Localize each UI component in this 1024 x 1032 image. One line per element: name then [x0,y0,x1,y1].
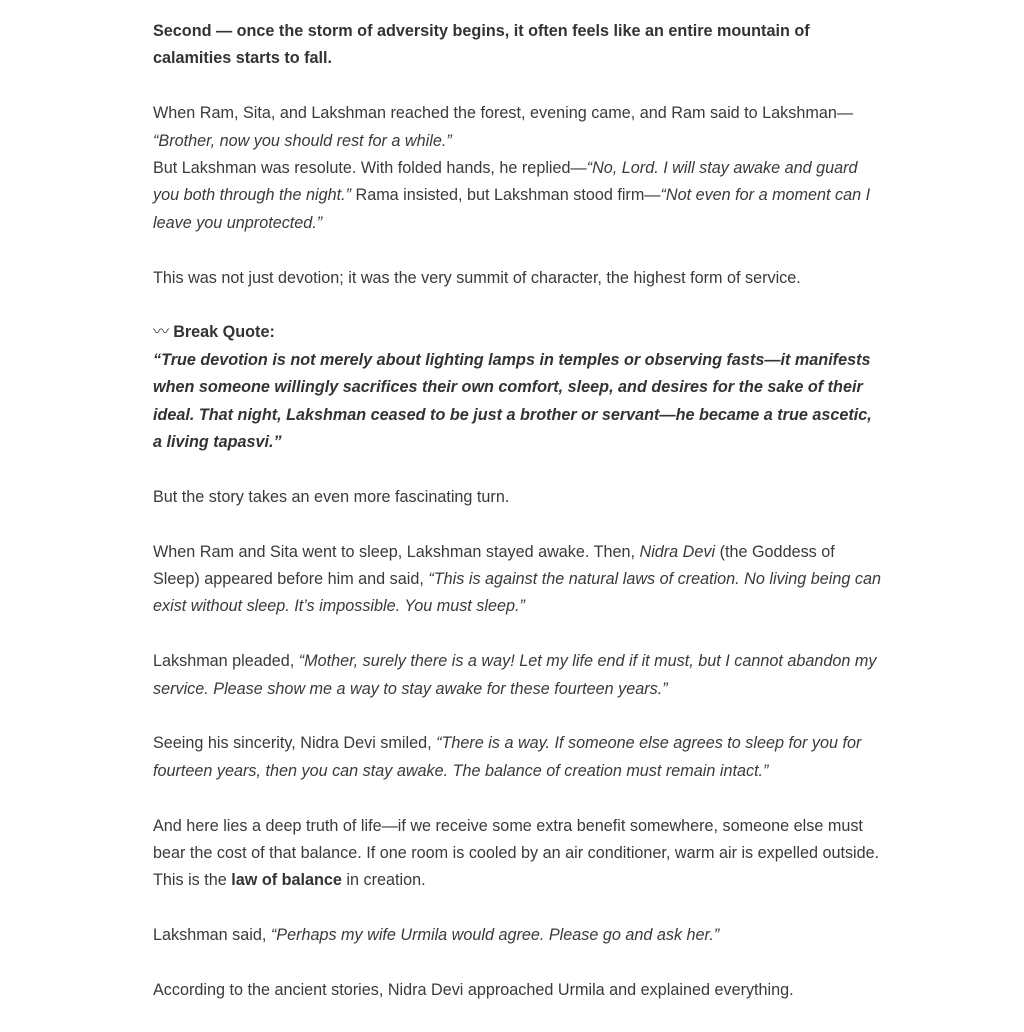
quote-text: “Mother, surely there is a way! Let my life end if it must, but I cannot abandon my service. Please show me a way to stay awake for these fourteen years.” [153,652,877,698]
narration-text: Lakshman said, [153,926,271,945]
narration-text: And here lies a deep truth of life—if we receive some extra benefit somewhere, someone else must bear the cost of that balance. If one room is cooled by an air conditioner, warm air is expelled outside. This is the [153,816,880,890]
wave-icon: 〰 [153,323,168,342]
quote-text: “Brother, now you should rest for a while.” [153,131,452,150]
paragraph-urmila [153,922,883,949]
quote-text: “This is against the natural laws of creation. No living being can exist without sleep. It’s impossible. You must sleep.” [153,570,881,616]
quote-text: “Not even for a moment can I leave you unprotected.” [153,186,871,232]
narration-text: Seeing his sincerity, Nidra Devi smiled, [153,734,437,753]
quote-text: “There is a way. If someone else agrees to sleep for you for fourteen years, then you can stay awake. The balance of creation must remain intact.” [153,734,862,780]
paragraph-devotion: This was not just devotion; it was the very summit of character, the highest form of service. [153,268,801,287]
break-quote-heading [153,319,883,346]
narration-text: When Ram, Sita, and Lakshman reached the forest, evening came, and Ram said to Lakshman— [153,104,854,123]
paragraph-nidra-devi [153,539,883,621]
emphasis-text: law of balance [231,871,342,890]
narration-text: (the Goddess of Sleep) appeared before him and said, [153,542,835,589]
paragraph-ancient-stories: According to the ancient stories, Nidra Devi approached Urmila and explained everything. [153,981,794,1000]
break-quote-text: “True devotion is not merely about lighting lamps in temples or observing fasts—it manifests when someone willingly sacrifices their own comfort, sleep, and desires for the sake of their ideal. That night, Lakshman ceased to be just a brother or servant—he became a true ascetic, a living tapasvi.” [153,350,872,452]
paragraph-forest-arrival [153,100,883,237]
break-quote-label: Break Quote: [173,323,275,342]
narration-text: But Lakshman was resolute. With folded hands, he replied— [153,159,587,178]
paragraph-plea [153,648,883,703]
break-quote [153,319,883,456]
narration-text: Lakshman pleaded, [153,652,299,671]
paragraph-way [153,730,883,785]
name-text: Nidra Devi [639,542,716,561]
paragraph-turn: But the story takes an even more fascinating turn. [153,487,510,506]
narration-text: Rama insisted, but Lakshman stood firm— [351,186,661,205]
lead-paragraph: Second — once the storm of adversity begins, it often feels like an entire mountain of calamities starts to fall. [153,22,810,68]
quote-text: “No, Lord. I will stay awake and guard you both through the night.” [153,159,858,205]
narration-text: in creation. [341,871,426,890]
article-body [153,18,883,1032]
narration-text: When Ram and Sita went to sleep, Lakshman stayed awake. Then, [153,542,640,561]
paragraph-balance [153,813,883,895]
quote-text: “Perhaps my wife Urmila would agree. Please go and ask her.” [270,926,720,945]
